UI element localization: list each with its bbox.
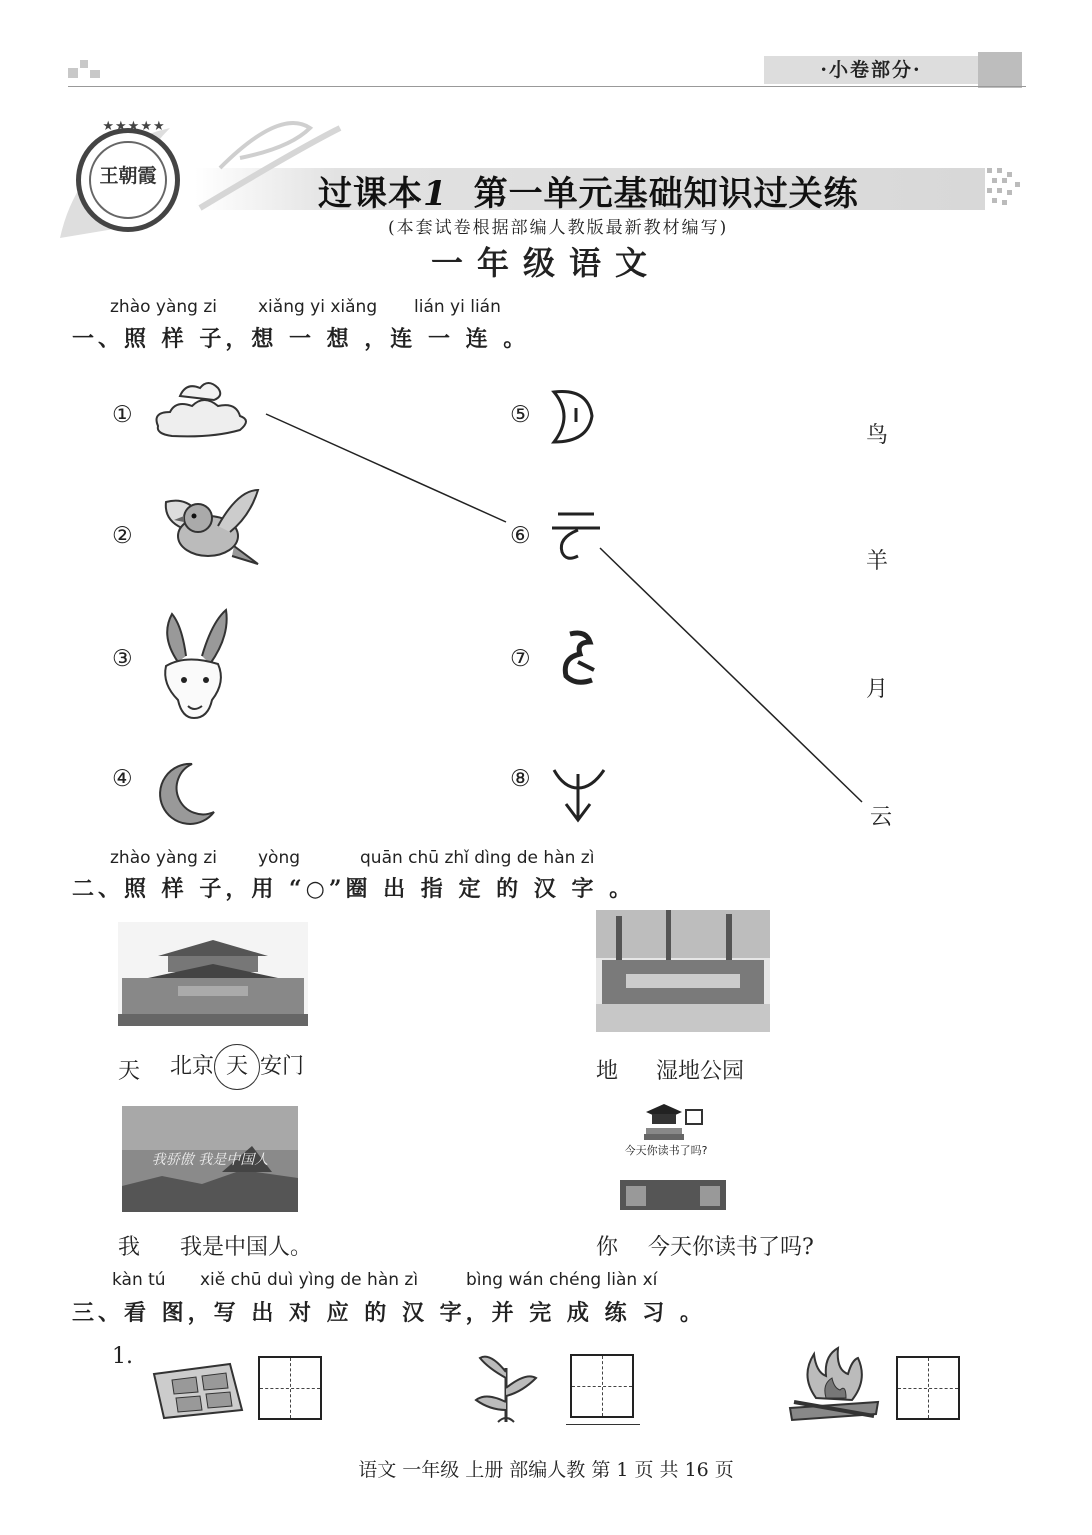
field-icon bbox=[150, 1360, 244, 1420]
great-wall-photo bbox=[122, 1106, 298, 1212]
goat-icon bbox=[156, 606, 232, 724]
moon-icon bbox=[158, 760, 220, 826]
item-number: ⑦ bbox=[510, 646, 531, 672]
match-line bbox=[600, 548, 862, 802]
phrase: 北京 天 安门 bbox=[170, 1044, 304, 1090]
subtitle: (本套试卷根据部编人教版最新教材编写) bbox=[388, 218, 729, 238]
section-tag-end bbox=[978, 52, 1022, 88]
match-char: 鸟 bbox=[866, 423, 889, 448]
pinyin: yòng bbox=[258, 848, 301, 868]
target-char: 地 bbox=[596, 1059, 619, 1084]
logo-text: 王朝霞 bbox=[99, 165, 157, 187]
phrase: 我是中国人。 bbox=[180, 1235, 313, 1260]
match-char: 云 bbox=[870, 805, 893, 830]
bird-icon bbox=[158, 486, 262, 570]
page-title: 过课本1 第一单元基础知识过关练 bbox=[318, 174, 859, 214]
section-heading-3: 三、看 图，写 出 对 应 的 汉 字，并 完 成 练 习 。 bbox=[72, 1300, 706, 1326]
item-number: ⑥ bbox=[510, 523, 531, 549]
dot-pattern-decoration bbox=[985, 166, 1025, 210]
svg-text:我骄傲 我是中国人: 我骄傲 我是中国人 bbox=[151, 1152, 269, 1168]
item-number: ① bbox=[112, 402, 133, 428]
page-footer: 语文 一年级 上册 部编人教 第 1 页 共 16 页 bbox=[358, 1459, 734, 1481]
ancient-cloud-glyph-icon bbox=[548, 506, 604, 566]
seedling-icon bbox=[470, 1348, 540, 1424]
section-tag: ·小卷部分· bbox=[764, 56, 978, 84]
match-line bbox=[266, 414, 506, 522]
target-char: 天 bbox=[118, 1059, 141, 1084]
header-rule bbox=[68, 86, 1026, 87]
match-char: 羊 bbox=[866, 549, 889, 574]
writing-grid[interactable] bbox=[258, 1356, 322, 1420]
pinyin: lián yi lián bbox=[414, 297, 501, 317]
tiananmen-photo bbox=[118, 922, 308, 1026]
section-heading-1: 一、照 样 子，想 一 想 ，连 一 连 。 bbox=[72, 326, 530, 352]
corner-decoration bbox=[90, 70, 100, 78]
ancient-moon-glyph-icon bbox=[548, 386, 598, 446]
item-number: ③ bbox=[112, 646, 133, 672]
writing-grid[interactable] bbox=[896, 1356, 960, 1420]
ancient-goat-glyph-icon bbox=[550, 764, 608, 826]
item-number: ⑤ bbox=[510, 402, 531, 428]
logo-stars: ★★★★★ bbox=[102, 119, 166, 134]
logo bbox=[76, 119, 180, 232]
target-char: 我 bbox=[118, 1235, 141, 1260]
svg-text:今天你读书了吗?: 今天你读书了吗? bbox=[624, 1144, 708, 1157]
cloud-icon bbox=[152, 376, 252, 442]
corner-decoration bbox=[80, 60, 88, 68]
circled-char: 天 bbox=[214, 1044, 260, 1090]
match-char: 月 bbox=[866, 677, 889, 702]
section-heading-2: 二、照 样 子，用 “○”圈 出 指 定 的 汉 字 。 bbox=[72, 876, 636, 902]
pinyin: xiě chū duì yìng de hàn zì bbox=[200, 1270, 419, 1290]
item-number: ④ bbox=[112, 766, 133, 792]
item-number: ② bbox=[112, 523, 133, 549]
pinyin: kàn tú bbox=[112, 1270, 166, 1290]
writing-grid[interactable] bbox=[570, 1354, 634, 1418]
underline bbox=[566, 1424, 640, 1425]
item-number: ⑧ bbox=[510, 766, 531, 792]
pinyin: zhào yàng zi bbox=[110, 848, 218, 868]
pinyin: xiǎng yi xiǎng bbox=[258, 297, 378, 317]
phrase: 湿地公园 bbox=[656, 1059, 745, 1084]
item-number: 1. bbox=[112, 1344, 133, 1369]
wetland-park-photo bbox=[596, 910, 770, 1032]
pinyin: zhào yàng zi bbox=[110, 297, 218, 317]
pinyin: quān chū zhǐ dìng de hàn zì bbox=[360, 848, 595, 868]
phrase: 今天你读书了吗? bbox=[648, 1235, 814, 1260]
target-char: 你 bbox=[596, 1235, 619, 1260]
reading-illustration bbox=[616, 1098, 730, 1212]
ancient-bird-glyph-icon bbox=[556, 628, 600, 692]
pinyin: bìng wán chéng liàn xí bbox=[466, 1270, 658, 1290]
fire-icon bbox=[786, 1346, 882, 1422]
corner-decoration bbox=[68, 68, 78, 78]
grade-heading: 一年级语文 bbox=[430, 244, 661, 282]
